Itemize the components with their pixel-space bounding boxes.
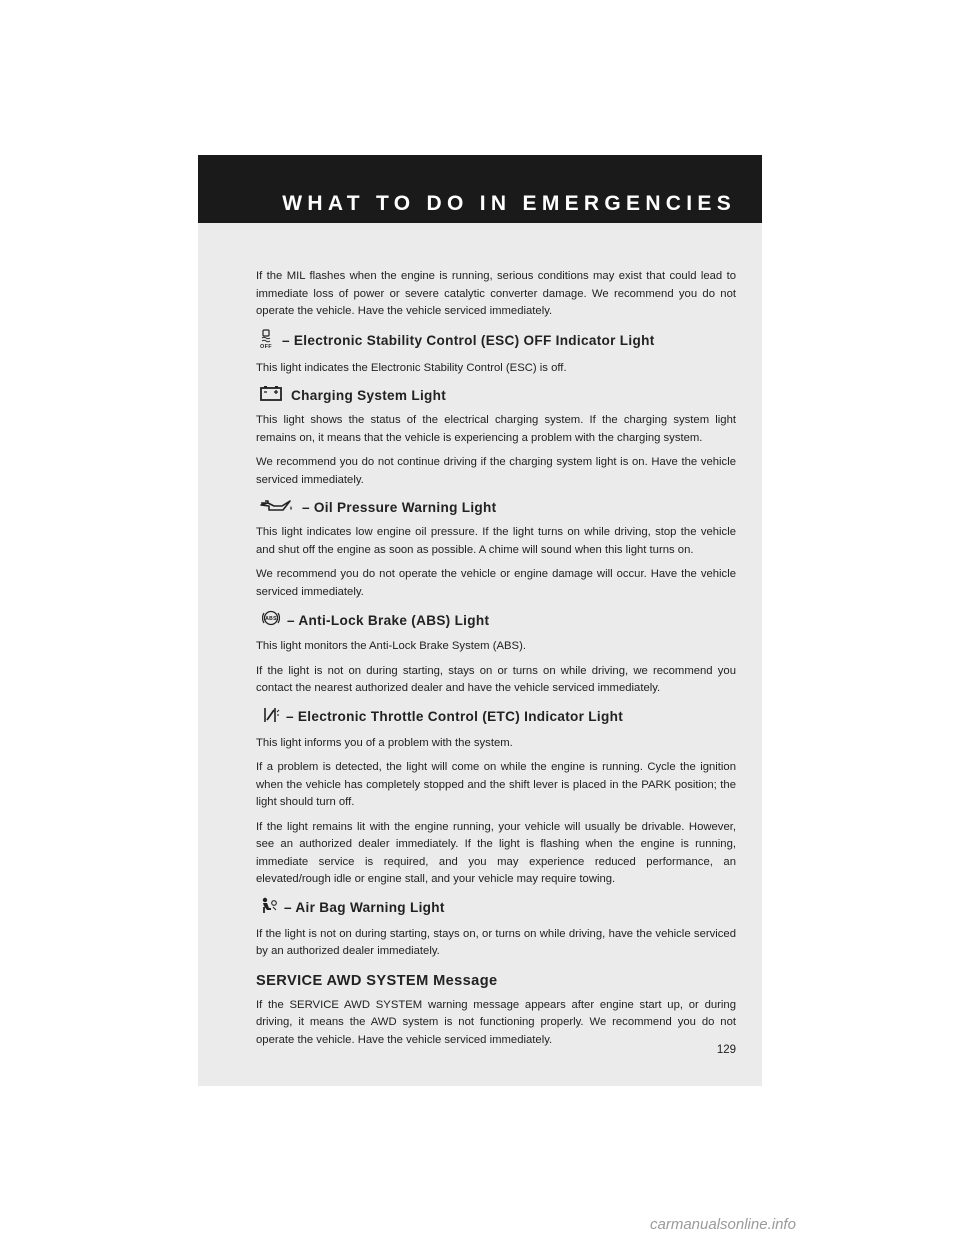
- battery-icon: [260, 385, 282, 406]
- manual-page: [198, 155, 762, 1086]
- paragraph-awd: If the SERVICE AWD SYSTEM warning message appears after engine start up, or during driving, it means the AWD system is not functioning properly. We recommend you do not operate the vehicle. Have the vehicle serviced immediately.: [256, 998, 736, 1046]
- heading-awd: SERVICE AWD SYSTEM Message: [256, 972, 498, 989]
- heading-etc: [256, 706, 736, 729]
- heading-charging: [256, 385, 736, 406]
- page-number: 129: [716, 1044, 736, 1056]
- svg-text:OFF: OFF: [260, 343, 272, 349]
- heading-esc-text: – Electronic Stability Control (ESC) OFF Indicator Light: [282, 333, 655, 348]
- paragraph-oil-2: We recommend you do not operate the vehicle or engine damage will occur. Have the vehicle serviced immediately.: [256, 568, 736, 598]
- heading-charging-text: Charging System Light: [291, 387, 447, 403]
- paragraph-charging-1: This light shows the status of the electrical charging system. If the charging system light remains on, it means that the vehicle is experiencing a problem with the charging system.: [256, 414, 736, 444]
- heading-esc-off: [256, 329, 736, 354]
- heading-oil: [256, 497, 736, 518]
- paragraph-airbag: If the light is not on during starting, stays on, or turns on while driving, have the vehicle serviced by an authorized dealer immediately.: [256, 927, 736, 957]
- paragraph-etc-1: This light informs you of a problem with the system.: [256, 736, 513, 749]
- paragraph-oil-1: This light indicates low engine oil pressure. If the light turns on while driving, stop the vehicle and shut off the engine as soon as possible. A chime will sound when this light turns on.: [256, 526, 736, 556]
- heading-abs: [256, 609, 736, 632]
- paragraph-abs-1: This light monitors the Anti-Lock Brake System (ABS).: [256, 640, 526, 652]
- throttle-icon: [262, 706, 280, 729]
- heading-abs-text: – Anti-Lock Brake (ABS) Light: [287, 612, 490, 628]
- paragraph-abs-2: If the light is not on during starting, stays on or turns on while driving, we recommend you contact the nearest authorized dealer and have the vehicle serviced immediately.: [256, 664, 736, 694]
- esc-off-icon: [256, 329, 276, 354]
- paragraph-etc-3: If the light remains lit with the engine running, your vehicle will usually be drivable. However, see an authorized dealer immediately. If the light is flashing when the engine is running, immediate service is required, and you may experience reduced performance, an elevated/rough idle or engine stall, and your vehicle may require towing.: [256, 820, 736, 885]
- heading-etc-text: – Electronic Throttle Control (ETC) Indicator Light: [286, 709, 624, 724]
- paragraph-charging-2: We recommend you do not continue driving if the charging system light is on. Have the vehicle serviced immediately.: [256, 456, 736, 486]
- paragraph-mil: If the MIL flashes when the engine is running, serious conditions may exist that could lead to immediate loss of power or severe catalytic converter damage. We recommend you do not operate the vehicle. Have the vehicle serviced immediately.: [256, 270, 736, 317]
- airbag-icon: [260, 897, 278, 920]
- heading-airbag: [256, 897, 736, 920]
- oil-can-icon: [260, 497, 294, 518]
- page-content: [256, 268, 736, 1056]
- svg-text:ABS: ABS: [265, 616, 277, 622]
- paragraph-esc: This light indicates the Electronic Stability Control (ESC) is off.: [256, 361, 567, 374]
- paragraph-etc-2: If a problem is detected, the light will come on while the engine is running. Cycle the ignition when the vehicle has completely stopped and the shift lever is placed in the PARK position; the light should turn off.: [256, 761, 736, 808]
- heading-oil-text: – Oil Pressure Warning Light: [302, 499, 497, 515]
- watermark-text: carmanualsonline.info: [650, 1216, 796, 1233]
- abs-icon: [262, 609, 280, 632]
- section-title: WHAT TO DO IN EMERGENCIES: [282, 192, 736, 215]
- section-header: [198, 155, 762, 223]
- heading-airbag-text: – Air Bag Warning Light: [284, 900, 445, 915]
